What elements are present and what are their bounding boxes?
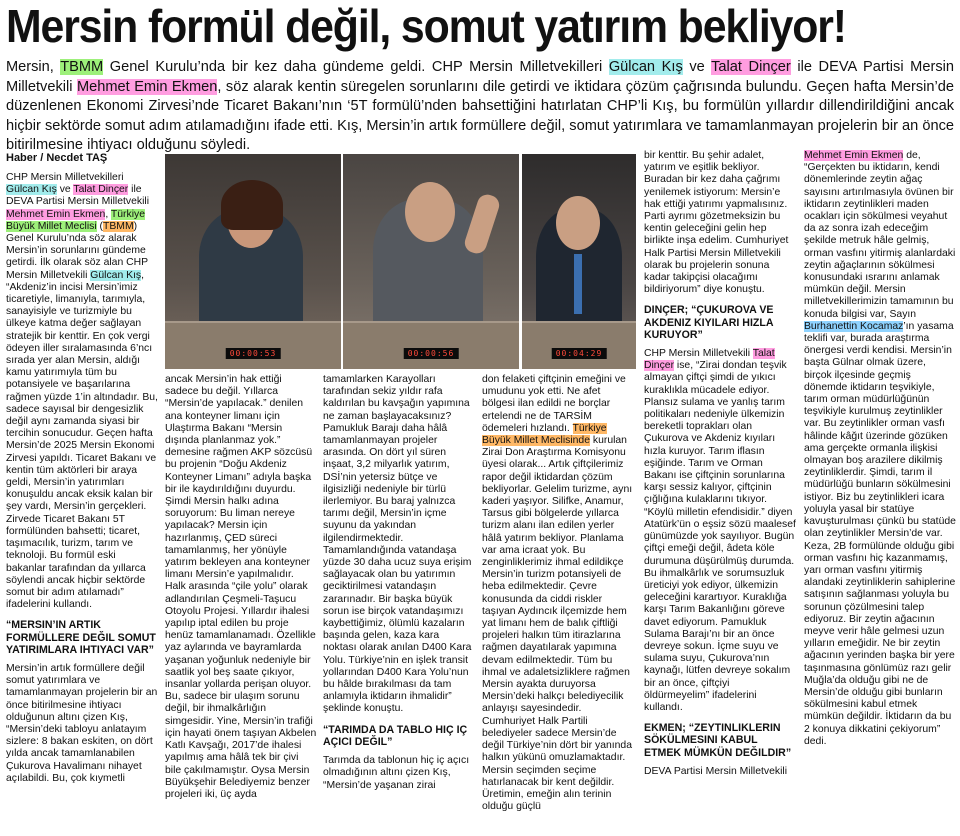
text-run: , söz alarak kentin süregelen sorunlarını dile getirdi ve iktidara çözüm çağrısında bulundu. Geçen hafta Mersin’de düzenlenen Ekonomi Zirvesi’nde Ticaret Bakanı’nın ‘5T formülü’nden bahsettiğini hatırlatan CHP’li Kış, bu formülün yıllardır dillendirildiğini ancak hiçbir sektörde somut adım atılamadığını ifade etti. Kış, Mersin’in artık formüllere değil, somut yatırımlara ve tamamlanmayan projelerin bir an önce bitirilmesine ihtiyacı olduğunu söyledi. xyxy=(6,78,954,153)
paragraph xyxy=(323,755,475,792)
paragraph xyxy=(482,374,634,813)
highlighted-name: Gülcan Kış xyxy=(6,184,57,196)
text-run: ) Genel Kurulu’nda söz alarak Mersin’in sorunlarını gündeme getirdi. İlk olarak söz alan CHP Mersin Milletvekili xyxy=(6,220,148,281)
byline: Haber / Necdet TAŞ xyxy=(6,152,108,164)
text-run: CHP Mersin Milletvekilleri xyxy=(6,172,124,183)
text-run: tamamlarken Karayolları tarafından sekiz yıldır rafa kaldırılan bu kavşağın yapımına ne zaman başlayacaksınız? Pamukluk Barajı daha hâlâ tamamlanmayan projeler arasında. On dört yıl süren inşaat, 3,2 milyarlık yatırım, DSİ’nin yetersiz bütçe ve ilgisizliği nedeniyle bir türlü ilerlemiyor. Bu baraj yalnızca tarımı değil, Mersin’in içme suyunu da yakından ilgilendirmektedir. Tamamlandığında vatandaşa yüzde 30 daha ucuz suya erişim sağlayacak olan bu yatırımın geciktirilmesi vatandaşın zararınadır. Bir başka büyük sorun ise birçok vatandaşımızı kaybettiğimiz, ölümlü kazaların başında gelen, kaza kara noktası olarak anılan D400 Kara Yolu. Türkiye’nin en işlek transit yollarından D400 Kara Yolu’nun bu hâlde bırakılması da tam anlamıyla iktidarın ihmalidir” şeklinde konuştu. xyxy=(323,374,472,715)
paragraph xyxy=(6,172,158,611)
paragraph xyxy=(323,374,475,716)
text-run: ’ın yasama teklifi var, burada araştırma önergesi verdi kendisi. Mersin’in başta Gülnar olmak üzere, birçok ilçesinde geçmiş dönemde iktidarın teşvikiyle, tarım orman müdürlüğünün teşvikiyle kurulmuş zeytinlikler var. Bu zeytinlikler orman vasfı hâlinde kâğıt üzerinde gözüken ama gerçekte ormanla ilişkisi olmayan boş arazilere dikilmiş zeytinliklerdir. Şimdi, tarım il müdürlüğü bunların sökülmesini istiyor. Biz bu zeytinlikleri icara yoluyla yasal bir statüye kavuşturulması çünkü bu statüde olan zeytinlikler Mersin’de var. Keza, 2B formülünde olduğu gibi orman vasfını hiç kazanmamış, yarı orman vasfını yitirmiş alandaki zeytinliklerin sahiplerine satışının sağlanması yoluyla bu sorunun çözülmesini talep ediyoruz. Bir zeytin ağacının meyve verir hâle gelmesi uzun yılların emeğidir. Ne bir zeytin ağacının yerinden başka bir yere taşınmasına gönlümüz razı gelir Muğla’da olduğu gibi ne de Mersin’de olduğu gibi bunların sökülmesini kabul etmek mümkün değildir. İktidarın da bu 2 konuya dikkatini çekiyorum” dedi. xyxy=(804,320,956,747)
speech-timer: 00:00:56 xyxy=(404,348,459,359)
speaker-head xyxy=(405,182,455,242)
highlighted-name: Talat Dinçer xyxy=(711,59,791,75)
text-run: ve xyxy=(56,184,74,196)
necktie xyxy=(574,254,582,314)
article-column-6 xyxy=(804,150,956,832)
highlighted-name: Burhanettin Kocamaz xyxy=(804,320,904,332)
photo-mehmet-emin-ekmen xyxy=(522,154,636,369)
text-run: ancak Mersin’in hak ettiği sadece bu değil. Yıllarca “Mersin’de yapılacak.” denilen ana konteyner limanı için Ulaştırma Bakanı “Mersin dışında planlanmaz yok.” demesine rağmen AKP sözcüsü bu projenin “Doğu Akdeniz Konteyner Limanı” adıyla başka bir ile kaydırıldığını duyurdu. Şimdi Mersin halkı adına soruyorum: Bu liman nereye yapılacak? Mersin için hazırlanmış, ÇED süreci tamamlanmış, her yönüyle yatırım bekleyen ana konteyner limanı Mersin’e yapılmalıdır. Halk arasında “çile yolu” olarak adlandırılan Çeşmeli-Taşucu Otoyolu Projesi. Yıllardır ihalesi yapılıp iptal edilen bu proje henüz tamamlanamadı. Özellikle yaz aylarında ve bayramlarda yaşanan yoğunluk nedeniyle bir saatlik yol beş saate çıkıyor, insanlar yollarda perişan oluyor. Bu, sadece bir ulaşım sorunu değil, bir ihmalkârlığın simgesidir. Yine, Mersin’in trafiği için hayati önem taşıyan Akbelen Katlı Kavşağı, 2017’de ihalesi yapılmış ama hâlâ tek bir çivi bile çakılmamıştır. Oysa Mersin Büyükşehir Belediyemiz benzer projeleri iki, üç ayda xyxy=(165,374,317,800)
text-run: ve xyxy=(682,59,712,75)
highlighted-name: Mehmet Emin Ekmen xyxy=(76,78,218,95)
spot-paragraph xyxy=(6,58,954,156)
podium xyxy=(522,321,636,369)
text-run: don felaketi çiftçinin emeğini ve umudunu yok etti. Ne afet bölgesi ilan edildi ne borçlar ertelendi ne de TARSİM ödemeleri hızlandı. xyxy=(482,374,626,434)
subheading: EKMEN; “ZEYTINLIKLERIN SÖKÜLMESINI KABUL ETMEK MÜMKÜN DEĞILDIR” xyxy=(644,722,792,759)
highlighted-name: Türkiye Büyük Millet Meclisinde xyxy=(482,422,607,447)
subheading: “TARIMDA DA TABLO HIÇ IÇ AÇICI DEĞIL” xyxy=(323,723,468,748)
podium xyxy=(343,321,519,369)
text-run: Genel Kurulu’nda bir kez daha gündeme geldi. CHP Mersin Milletvekilleri xyxy=(103,59,609,75)
highlighted-name: Talat Dinçer xyxy=(644,348,775,372)
text-run: bir kenttir. Bu şehir adalet, yatırım ve eşitlik bekliyor. Buradan bir kez daha çağrımı yenilemek istiyorum: Mersin’e hak ettiği yatırımı yapmalısınız. Parti ayrımı gözetmeksizin bu kentin geleceğini gelin hep birlikte inşa edelim. Cumhuriyet Halk Partisi Mersin Milletvekili olarak bu projelerin sonuna kadar takipçisi olacağımı bildiriyorum” diye konuştu. xyxy=(644,150,789,296)
headline: Mersin formül değil, somut yatırım bekliyor! xyxy=(6,0,846,52)
article-column-4 xyxy=(482,374,634,832)
highlighted-name: TBMM xyxy=(60,59,104,75)
text-run: , xyxy=(105,208,111,220)
speech-timer: 00:00:53 xyxy=(226,348,281,359)
text-run: DEVA Partisi Mersin Milletvekili xyxy=(644,765,787,777)
text-run: kurulan Zirai Don Araştırma Komisyonu üyesi olarak... Artık çiftçilerimiz rapor değil iktidardan çözüm bekliyorlar. Gelelim turizme, aynı kaderi yaşıyor. Silifke, Anamur, Tarsus gibi bölgelerde yıllarca turizm alanı ilan edilen yerler hâlâ yatırım bekliyor. Planlama var ama icraat yok. Bu zenginliklerimiz ihmal edildikçe Mersin’in turizm potansiyeli de heba edilmektedir. Çevre konusunda da ciddi riskler taşıyan Aydıncık ilçemizde hem yat limanı hem de balık çiftliği projeleri halkın tüm itirazlarına rağmen dayatılarak yapımına devam edilmektedir. Tüm bu ihmal ve adaletsizliklere rağmen Mersin ayakta duruyorsa Mersin’deki halkçı belediyecilik anlayışı sayesindedir. Cumhuriyet Halk Partili belediyeler sadece Mersin’de değil Türkiye’nin dört bir yanında halkın yükünü omuzlamaktadır. Mersin seçimden seçime hatırlanacak bir kent değildir. Üretimin, emeğin alın terinin olduğu güçlü xyxy=(482,435,633,813)
highlighted-name: Türkiye Büyük Millet Meclisi xyxy=(6,208,145,232)
text-run: de, “Gerçekten bu iktidarın, kendi dönemlerinde zeytin ağaç sayısını artırılmasıyla övünen bir iktidarın zeytinlikleri maden ocakları için sökülmesi veyahut da az sonra izah edeceğim şekilde metruk hâle gelmiş, orman vasfını yitirmiş alanlardaki zeytin ağaçlarının sökülmesi konusundaki ısrarını anlamak mümkün değil. Mersin milletvekillerimizin tamamının bu konuda bilgisi var, Sayın xyxy=(804,150,956,320)
highlighted-name: TBMM xyxy=(103,220,134,232)
text-run: ile DEVA Partisi Mersin Milletvekili xyxy=(6,59,954,95)
paragraph xyxy=(644,348,796,714)
photo-gulcan-kis xyxy=(165,154,341,369)
photo-talat-dincer xyxy=(343,154,519,369)
article-column-5 xyxy=(644,150,796,832)
text-run: ile DEVA Partisi Mersin Milletvekili xyxy=(6,184,149,208)
paragraph xyxy=(804,150,956,748)
article-column-2 xyxy=(165,374,317,832)
paragraph xyxy=(6,663,158,785)
subheading: “MERSIN’IN ARTIK FORMÜLLERE DEĞIL SOMUT YATIRIMLARA IHTIYACI VAR” xyxy=(6,619,156,656)
speaker-hair xyxy=(221,180,283,230)
article-column-1 xyxy=(6,172,158,832)
highlighted-name: Mehmet Emin Ekmen xyxy=(6,208,106,220)
highlighted-name: Gülcan Kış xyxy=(608,59,683,75)
highlighted-name: Mehmet Emin Ekmen xyxy=(804,150,904,161)
text-run: ( xyxy=(96,220,104,232)
paragraph xyxy=(644,150,796,296)
text-run: Mersin, xyxy=(6,59,61,75)
text-run: Mersin’in artık formüllere değil somut yatırımlara ve tamamlanmayan projelerin bir an önce bitirilmesine ihtiyacı olduğunun altını çizen Kış, “Mersin’deki tabloyu anlatayım sizlere: 8 bakan eskiten, on dört yılda ancak tamamlanabilen Çukurova Havalimanı nihayet açılabildi. Bu, çok kıymetli xyxy=(6,662,158,784)
article-column-3 xyxy=(323,374,475,832)
speech-timer: 00:04:29 xyxy=(552,348,607,359)
speaker-head xyxy=(556,196,600,250)
text-run: Tarımda da tablonun hiç iç açıcı olmadığının altını çizen Kış, “Mersin’de yaşanan zirai xyxy=(323,755,470,791)
subheading: DINÇER; “ÇUKUROVA VE AKDENIZ KIYILARI HIZLA KURUYOR” xyxy=(644,304,774,341)
podium xyxy=(165,321,341,369)
paragraph xyxy=(165,374,317,801)
text-run: CHP Mersin Milletvekili xyxy=(644,348,753,360)
paragraph xyxy=(644,766,796,778)
highlighted-name: Gülcan Kış xyxy=(90,269,142,281)
text-run: ise, “Zirai dondan teşvik almayan çiftçi şimdi de yıkıcı kuraklıkla mücadele ediyor. Plansız sulama ve yanlış tarım politikaları nedeniyle ülkemizin bereketli toprakları olan Çukurova ve Akdeniz kıyıları hızla kuruyor. Tarım iflasın eşiğinde. Tarım ve Orman Bakanı ise çiftçinin sorunlarına karşı sessiz kalıyor, çiftçinin çığlığına kulaklarını tıkıyor. “Köylü milletin efendisidir.” diyen Atatürk’ün o eşsiz sözü maalesef günümüzde yok sayılıyor. Bugün çiftçi emeği değil, âdeta köle durumuna düşürülmüş durumda. Bu ihmalkârlık ve sorumsuzluk üreticiyi yok ediyor, ülkemizin geleceğini karartıyor. Kuraklığa karşı Tarım Bakanlığını göreve davet ediyorum. Pamukluk Sulama Barajı’nı bir an önce devreye sokun. İçme suyu ve sulama suyu, Çukurova’nın kaynağı, lütfen devreye sokalım bir an önce, çiftçiyi öldürmeyelim” ifadelerini kullandı. xyxy=(644,360,796,713)
text-run: , “Akdeniz’in incisi Mersin’imiz ticaretiyle, limanıyla, tarımıyla, sanayisiyle ve turizmiyle bu ülkeye katma değer sağlayan stratejik bir kenttir. En çok vergi ödeyen iller sıralamasında 6’ncı sırada yer alan Mersin, aldığı kamu yatırımıyla tüm bu potansiyele ve başarılarına rağmen yüzde 1’in altındadır. Bu, sadece sayısal bir dengesizlik değil aynı zamanda siyasi bir tercihin sonucudur. Geçen hafta Mersin’de 2025 Mersin Ekonomi Zirvesi yapıldı. Ticaret Bakanı ve kentin tüm aktörleri bir araya geldi, Mersin’in yatırımları konuşuldu ancak eksik kalan bir şey vardı, Mersin’in gerçekleri. Zirvede Ticaret Bakanı 5T formülünden bahsetti; ticaret, taşımacılık, turizm, tarım ve teknoloji. Bu formül eski bakanlar tarafından da yıllarca söylendi ancak hiçbir sektörde somut bir adım atılamadı” ifadelerini kullandı. xyxy=(6,269,158,611)
highlighted-name: Talat Dinçer xyxy=(73,184,129,196)
